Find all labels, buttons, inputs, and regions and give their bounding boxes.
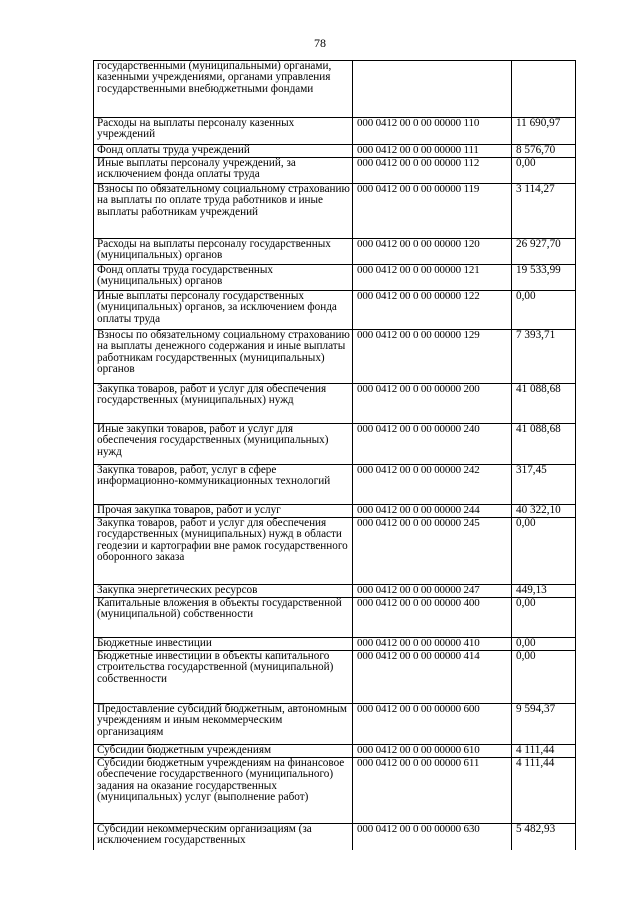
- row-amount: 9 594,37: [512, 704, 576, 745]
- table-row: [94, 824, 576, 850]
- table-row: [94, 598, 576, 638]
- row-code: 000 0412 00 0 00 00000 112: [353, 158, 512, 184]
- row-name: Закупка товаров, работ и услуг для обеспечения государственных (муниципальных) нужд в области геодезии и картографии вне рамок государственного оборонного заказа: [94, 518, 353, 585]
- row-code: 000 0412 00 0 00 00000 630: [353, 824, 512, 850]
- table-row: [94, 61, 576, 118]
- row-name: Предоставление субсидий бюджетным, автономным учреждениям и иным некоммерческим организациям: [94, 704, 353, 745]
- row-code: 000 0412 00 0 00 00000 111: [353, 145, 512, 158]
- row-code: 000 0412 00 0 00 00000 121: [353, 265, 512, 291]
- table-row: [94, 505, 576, 518]
- row-name: Субсидии некоммерческим организациям (за исключением государственных: [94, 824, 353, 850]
- table-row: [94, 384, 576, 424]
- row-code: 000 0412 00 0 00 00000 610: [353, 745, 512, 758]
- row-amount: 11 690,97: [512, 118, 576, 145]
- table-row: [94, 638, 576, 651]
- row-code: 000 0412 00 0 00 00000 122: [353, 291, 512, 330]
- row-amount: 449,13: [512, 585, 576, 598]
- table-row: [94, 265, 576, 291]
- budget-expenditure-table: [93, 60, 576, 850]
- table-row: [94, 651, 576, 704]
- row-code: 000 0412 00 0 00 00000 242: [353, 465, 512, 505]
- row-code: 000 0412 00 0 00 00000 400: [353, 598, 512, 638]
- row-name: Иные закупки товаров, работ и услуг для обеспечения государственных (муниципальных) нужд: [94, 424, 353, 465]
- row-code: 000 0412 00 0 00 00000 247: [353, 585, 512, 598]
- row-amount: 4 111,44: [512, 745, 576, 758]
- row-code: 000 0412 00 0 00 00000 110: [353, 118, 512, 145]
- row-code: [353, 61, 512, 118]
- row-code: 000 0412 00 0 00 00000 240: [353, 424, 512, 465]
- row-name: Фонд оплаты труда учреждений: [94, 145, 353, 158]
- table-row: [94, 291, 576, 330]
- table-row: [94, 158, 576, 184]
- row-name: Закупка товаров, работ, услуг в сфере информационно-коммуникационных технологий: [94, 465, 353, 505]
- row-name: Иные выплаты персоналу государственных (муниципальных) органов, за исключением фонда оплаты труда: [94, 291, 353, 330]
- row-amount: 317,45: [512, 465, 576, 505]
- row-name: Бюджетные инвестиции в объекты капитального строительства государственной (муниципальной) собственности: [94, 651, 353, 704]
- page-number: 78: [314, 36, 326, 50]
- row-name: государственными (муниципальными) органами, казенными учреждениями, органами управления государственными внебюджетными фондами: [94, 61, 353, 118]
- row-name: Субсидии бюджетным учреждениям на финансовое обеспечение государственного (муниципального) задания на оказание государственных (муниципальных) услуг (выполнение работ): [94, 758, 353, 824]
- table-row: [94, 585, 576, 598]
- row-code: 000 0412 00 0 00 00000 410: [353, 638, 512, 651]
- row-code: 000 0412 00 0 00 00000 611: [353, 758, 512, 824]
- row-name: Бюджетные инвестиции: [94, 638, 353, 651]
- row-name: Взносы по обязательному социальному страхованию на выплаты по оплате труда работников и иные выплаты работникам учреждений: [94, 184, 353, 239]
- row-amount: [512, 61, 576, 118]
- row-code: 000 0412 00 0 00 00000 600: [353, 704, 512, 745]
- row-amount: 7 393,71: [512, 330, 576, 384]
- row-amount: 19 533,99: [512, 265, 576, 291]
- row-name: Расходы на выплаты персоналу казенных учреждений: [94, 118, 353, 145]
- row-amount: 4 111,44: [512, 758, 576, 824]
- row-name: Закупка энергетических ресурсов: [94, 585, 353, 598]
- row-code: 000 0412 00 0 00 00000 129: [353, 330, 512, 384]
- row-amount: 8 576,70: [512, 145, 576, 158]
- row-amount: 0,00: [512, 291, 576, 330]
- row-code: 000 0412 00 0 00 00000 120: [353, 239, 512, 265]
- row-code: 000 0412 00 0 00 00000 200: [353, 384, 512, 424]
- table-row: [94, 330, 576, 384]
- table-row: [94, 239, 576, 265]
- row-amount: 0,00: [512, 518, 576, 585]
- table-row: [94, 518, 576, 585]
- table-row: [94, 745, 576, 758]
- row-name: Расходы на выплаты персоналу государственных (муниципальных) органов: [94, 239, 353, 265]
- table-row: [94, 145, 576, 158]
- table-row: [94, 465, 576, 505]
- table-row: [94, 704, 576, 745]
- row-amount: 41 088,68: [512, 384, 576, 424]
- table-row: [94, 118, 576, 145]
- table-row: [94, 424, 576, 465]
- row-amount: 0,00: [512, 598, 576, 638]
- row-code: 000 0412 00 0 00 00000 244: [353, 505, 512, 518]
- row-code: 000 0412 00 0 00 00000 414: [353, 651, 512, 704]
- row-name: Иные выплаты персоналу учреждений, за исключением фонда оплаты труда: [94, 158, 353, 184]
- row-name: Прочая закупка товаров, работ и услуг: [94, 505, 353, 518]
- row-amount: 0,00: [512, 651, 576, 704]
- row-amount: 0,00: [512, 158, 576, 184]
- row-name: Капитальные вложения в объекты государственной (муниципальной) собственности: [94, 598, 353, 638]
- row-amount: 5 482,93: [512, 824, 576, 850]
- row-name: Фонд оплаты труда государственных (муниципальных) органов: [94, 265, 353, 291]
- row-name: Закупка товаров, работ и услуг для обеспечения государственных (муниципальных) нужд: [94, 384, 353, 424]
- row-amount: 40 322,10: [512, 505, 576, 518]
- row-amount: 0,00: [512, 638, 576, 651]
- table-row: [94, 184, 576, 239]
- row-amount: 41 088,68: [512, 424, 576, 465]
- row-name: Взносы по обязательному социальному страхованию на выплаты денежного содержания и иные выплаты работникам государственных (муниципальных) органов: [94, 330, 353, 384]
- row-amount: 3 114,27: [512, 184, 576, 239]
- row-amount: 26 927,70: [512, 239, 576, 265]
- row-name: Субсидии бюджетным учреждениям: [94, 745, 353, 758]
- row-code: 000 0412 00 0 00 00000 119: [353, 184, 512, 239]
- row-code: 000 0412 00 0 00 00000 245: [353, 518, 512, 585]
- table-row: [94, 758, 576, 824]
